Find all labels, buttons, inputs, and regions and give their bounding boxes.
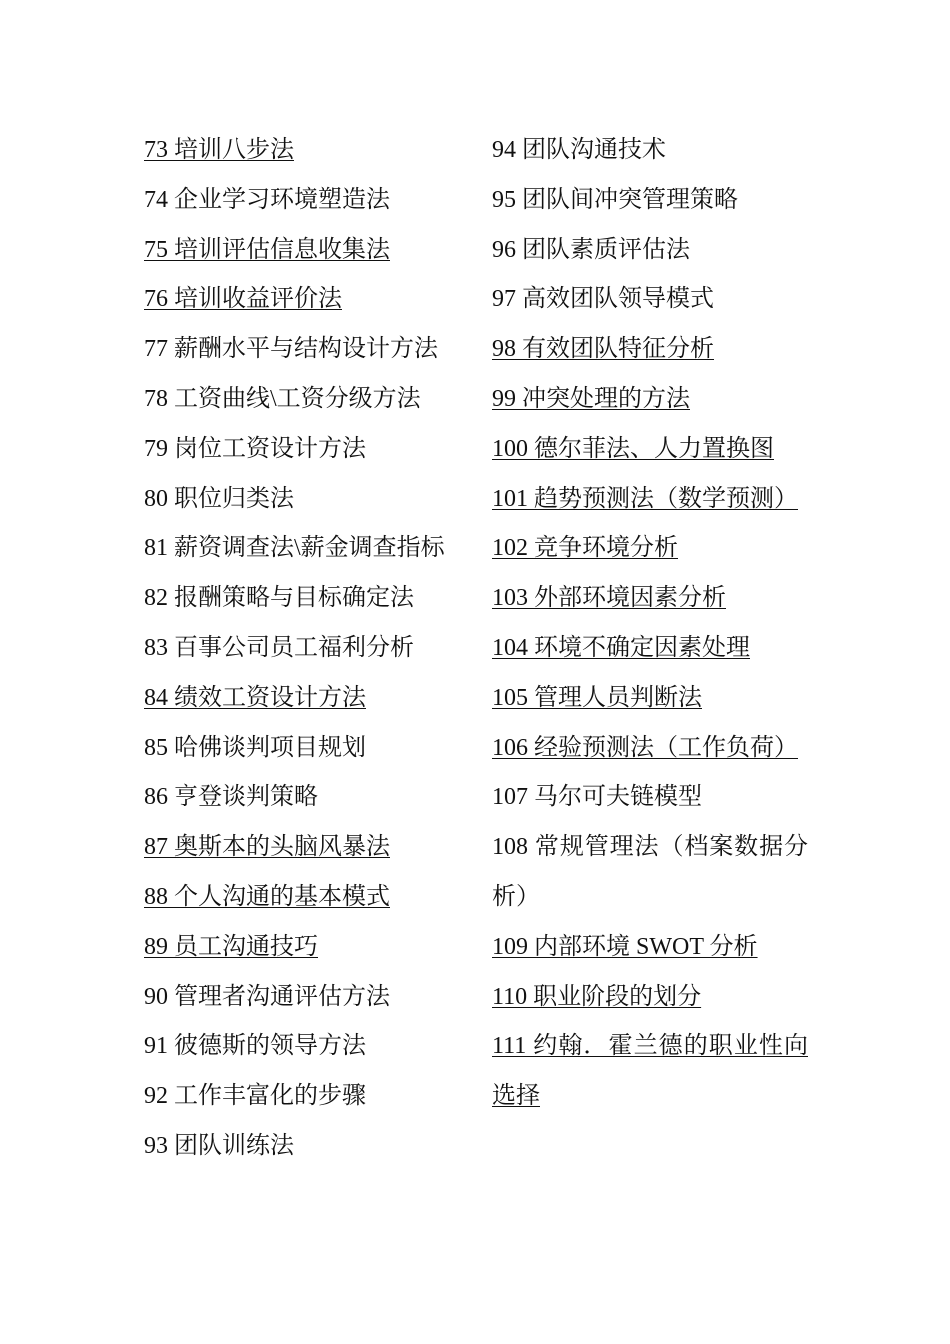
method-list-item: 77 薪酬水平与结构设计方法 [144,336,438,363]
method-link-item[interactable]: 98 有效团队特征分析 [492,336,714,363]
method-list-item: 97 高效团队领导模式 [492,286,714,313]
method-link-item[interactable]: 110 职业阶段的划分 [492,983,702,1010]
method-link-item[interactable]: 102 竞争环境分析 [492,535,678,562]
method-link-item[interactable]: 101 趋势预测法（数学预测） [492,485,798,512]
method-list-item: 85 哈佛谈判项目规划 [144,734,366,761]
method-list-item: 83 百事公司员工福利分析 [144,634,414,661]
method-link-item[interactable]: 99 冲突处理的方法 [492,385,690,412]
method-list-item: 92 工作丰富化的步骤 [144,1083,366,1110]
method-link-item[interactable]: 75 培训评估信息收集法 [144,236,390,263]
method-link-item[interactable]: 84 绩效工资设计方法 [144,684,366,711]
method-list-item: 107 马尔可夫链模型 [492,784,702,811]
method-link-item[interactable]: 104 环境不确定因素处理 [492,634,750,661]
method-list-item: 82 报酬策略与目标确定法 [144,585,414,612]
method-list-item: 108 常规管理法（档案数据分析） [492,834,808,910]
method-list-item: 91 彼德斯的领导方法 [144,1033,366,1060]
method-link-item[interactable]: 76 培训收益评价法 [144,286,342,313]
method-link-item[interactable]: 88 个人沟通的基本模式 [144,883,390,910]
method-link-item[interactable]: 105 管理人员判断法 [492,684,702,711]
right-column [492,126,808,1122]
left-column [144,126,464,1172]
method-list-item: 93 团队训练法 [144,1132,294,1159]
method-link-item[interactable]: 73 培训八步法 [144,137,294,163]
method-list-item: 95 团队间冲突管理策略 [492,186,738,213]
method-list-item: 80 职位归类法 [144,485,294,512]
method-link-item[interactable]: 109 内部环境 SWOT 分析 [492,933,758,960]
method-list-item: 81 薪资调查法\薪金调查指标 [144,535,445,562]
method-list-item: 79 岗位工资设计方法 [144,435,366,462]
method-list-item: 78 工资曲线\工资分级方法 [144,385,421,412]
method-link-item[interactable]: 89 员工沟通技巧 [144,933,318,960]
method-link-item[interactable]: 111 约翰．霍兰德的职业性向选择 [492,1033,808,1110]
method-link-item[interactable]: 100 德尔菲法、人力置换图 [492,435,774,462]
method-list-item: 74 企业学习环境塑造法 [144,186,390,213]
method-list-item: 96 团队素质评估法 [492,236,690,263]
method-list-item: 90 管理者沟通评估方法 [144,983,390,1010]
method-link-item[interactable]: 106 经验预测法（工作负荷） [492,734,798,761]
method-link-item[interactable]: 103 外部环境因素分析 [492,585,726,612]
method-list-item: 94 团队沟通技术 [492,137,666,163]
method-link-item[interactable]: 87 奥斯本的头脑风暴法 [144,834,390,861]
method-list-item: 86 亨登谈判策略 [144,784,318,811]
